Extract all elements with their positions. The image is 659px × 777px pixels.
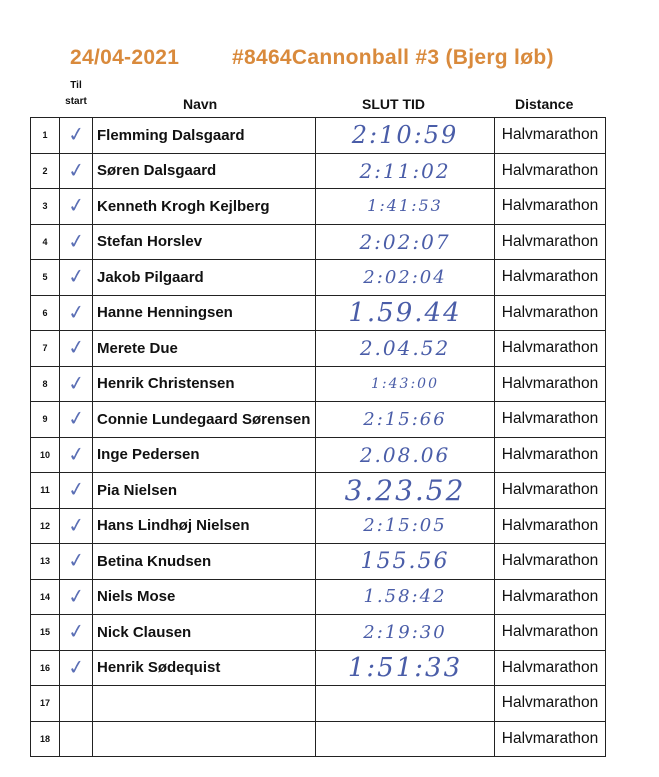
finish-time: 3.23.52 xyxy=(344,473,466,507)
checkmark-icon: ✓ xyxy=(66,298,86,325)
row-number: 3 xyxy=(31,189,60,225)
checkmark-icon: ✓ xyxy=(66,476,86,503)
til-label: Til xyxy=(70,80,82,91)
checkmark-icon: ✓ xyxy=(66,227,86,254)
table-row xyxy=(31,331,606,367)
table-row xyxy=(31,721,606,757)
checkmark-icon: ✓ xyxy=(66,156,86,183)
table-row xyxy=(31,615,606,651)
distance-cell: Halvmarathon xyxy=(495,260,606,296)
table-row xyxy=(31,579,606,615)
distance-cell: Halvmarathon xyxy=(495,686,606,722)
checkmark-icon: ✓ xyxy=(66,511,86,538)
table-row xyxy=(31,118,606,154)
finish-time-cell xyxy=(316,189,495,225)
table-row xyxy=(31,544,606,580)
distance-cell: Halvmarathon xyxy=(495,153,606,189)
start-label: start xyxy=(65,96,87,107)
runner-name: Flemming Dalsgaard xyxy=(93,118,316,154)
row-number: 7 xyxy=(31,331,60,367)
finish-time: 2:15:66 xyxy=(363,408,447,430)
row-number: 12 xyxy=(31,508,60,544)
table-row xyxy=(31,189,606,225)
checkmark-icon: ✓ xyxy=(66,263,86,290)
runner-name: Søren Dalsgaard xyxy=(93,153,316,189)
row-number: 10 xyxy=(31,437,60,473)
finish-time: 1:41:53 xyxy=(367,196,443,216)
row-number: 11 xyxy=(31,473,60,509)
finish-time: 2.04.52 xyxy=(359,336,451,361)
finish-time: 155.56 xyxy=(360,548,450,574)
row-number: 8 xyxy=(31,366,60,402)
distance-cell: Halvmarathon xyxy=(495,366,606,402)
table-row xyxy=(31,224,606,260)
finish-time: 1.59.44 xyxy=(348,297,462,328)
runner-name: Stefan Horslev xyxy=(93,224,316,260)
checkmark-icon: ✓ xyxy=(66,369,86,396)
start-check-cell xyxy=(60,224,93,260)
start-check-cell xyxy=(60,508,93,544)
race-title: #8464Cannonball #3 (Bjerg løb) xyxy=(232,46,554,69)
distance-cell: Halvmarathon xyxy=(495,544,606,580)
runner-name: Nick Clausen xyxy=(93,615,316,651)
distance-cell: Halvmarathon xyxy=(495,579,606,615)
distance-cell: Halvmarathon xyxy=(495,615,606,651)
table-row xyxy=(31,153,606,189)
row-number: 18 xyxy=(31,721,60,757)
start-check-cell xyxy=(60,331,93,367)
finish-time-cell xyxy=(316,366,495,402)
start-check-cell xyxy=(60,437,93,473)
checkmark-icon: ✓ xyxy=(66,334,86,361)
finish-time: 1:43:00 xyxy=(371,375,439,392)
finish-time-cell xyxy=(316,437,495,473)
finish-time: 2:10:59 xyxy=(351,121,459,150)
start-check-cell xyxy=(60,615,93,651)
runner-name xyxy=(93,686,316,722)
distance-cell: Halvmarathon xyxy=(495,331,606,367)
start-check-cell xyxy=(60,153,93,189)
runner-name: Inge Pedersen xyxy=(93,437,316,473)
table-row xyxy=(31,402,606,438)
race-date: 24/04-2021 xyxy=(70,46,180,69)
finish-time-cell xyxy=(316,508,495,544)
row-number: 15 xyxy=(31,615,60,651)
finish-time-cell xyxy=(316,331,495,367)
start-check-cell xyxy=(60,366,93,402)
checkmark-icon: ✓ xyxy=(66,582,86,609)
finish-time-cell xyxy=(316,260,495,296)
row-number: 13 xyxy=(31,544,60,580)
checkmark-icon: ✓ xyxy=(66,653,86,680)
row-number: 16 xyxy=(31,650,60,686)
distance-cell: Halvmarathon xyxy=(495,437,606,473)
row-number: 6 xyxy=(31,295,60,331)
start-check-cell xyxy=(60,579,93,615)
runner-name: Niels Mose xyxy=(93,579,316,615)
table-row xyxy=(31,508,606,544)
distance-cell: Halvmarathon xyxy=(495,650,606,686)
column-header-distance: Distance xyxy=(515,96,574,112)
checkmark-icon: ✓ xyxy=(66,405,86,432)
start-check-cell xyxy=(60,721,93,757)
finish-time-cell xyxy=(316,118,495,154)
runner-name: Henrik Christensen xyxy=(93,366,316,402)
table-row xyxy=(31,260,606,296)
start-check-cell xyxy=(60,189,93,225)
runner-name: Connie Lundegaard Sørensen xyxy=(93,402,316,438)
distance-cell: Halvmarathon xyxy=(495,508,606,544)
start-check-cell xyxy=(60,650,93,686)
start-check-cell xyxy=(60,686,93,722)
checkmark-icon: ✓ xyxy=(66,192,86,219)
runner-name: Henrik Sødequist xyxy=(93,650,316,686)
row-number: 4 xyxy=(31,224,60,260)
finish-time: 2:02:04 xyxy=(363,266,447,288)
table-row xyxy=(31,366,606,402)
finish-time: 2:19:30 xyxy=(363,621,447,643)
runner-name: Kenneth Krogh Kejlberg xyxy=(93,189,316,225)
row-number: 17 xyxy=(31,686,60,722)
distance-cell: Halvmarathon xyxy=(495,473,606,509)
table-row xyxy=(31,295,606,331)
start-check-cell xyxy=(60,118,93,154)
start-check-cell xyxy=(60,402,93,438)
finish-time-cell xyxy=(316,473,495,509)
finish-time: 2:11:02 xyxy=(359,158,451,183)
distance-cell: Halvmarathon xyxy=(495,721,606,757)
column-header-navn: Navn xyxy=(183,96,218,112)
start-check-cell xyxy=(60,544,93,580)
table-row xyxy=(31,437,606,473)
distance-cell: Halvmarathon xyxy=(495,402,606,438)
row-number: 1 xyxy=(31,118,60,154)
runner-name: Betina Knudsen xyxy=(93,544,316,580)
results-table xyxy=(30,117,606,757)
runner-name: Jakob Pilgaard xyxy=(93,260,316,296)
finish-time-cell xyxy=(316,686,495,722)
finish-time: 2.08.06 xyxy=(359,442,451,467)
finish-time-cell xyxy=(316,544,495,580)
finish-time-cell xyxy=(316,153,495,189)
distance-cell: Halvmarathon xyxy=(495,118,606,154)
finish-time-cell xyxy=(316,295,495,331)
table-row xyxy=(31,473,606,509)
finish-time-cell xyxy=(316,615,495,651)
row-number: 2 xyxy=(31,153,60,189)
row-number: 5 xyxy=(31,260,60,296)
finish-time: 2:02:07 xyxy=(359,229,451,254)
checkmark-icon: ✓ xyxy=(66,121,86,148)
checkmark-icon: ✓ xyxy=(66,440,86,467)
runner-name: Hans Lindhøj Nielsen xyxy=(93,508,316,544)
finish-time-cell xyxy=(316,402,495,438)
start-check-cell xyxy=(60,295,93,331)
start-check-cell xyxy=(60,473,93,509)
table-row xyxy=(31,650,606,686)
column-header-til-start xyxy=(60,78,92,110)
finish-time: 1:51:33 xyxy=(347,652,463,683)
runner-name: Hanne Henningsen xyxy=(93,295,316,331)
finish-time-cell xyxy=(316,650,495,686)
finish-time-cell xyxy=(316,579,495,615)
results-body xyxy=(31,118,606,757)
checkmark-icon: ✓ xyxy=(66,547,86,574)
row-number: 9 xyxy=(31,402,60,438)
runner-name: Pia Nielsen xyxy=(93,473,316,509)
finish-time-cell xyxy=(316,224,495,260)
distance-cell: Halvmarathon xyxy=(495,295,606,331)
table-row xyxy=(31,686,606,722)
row-number: 14 xyxy=(31,579,60,615)
checkmark-icon: ✓ xyxy=(66,618,86,645)
distance-cell: Halvmarathon xyxy=(495,189,606,225)
finish-time-cell xyxy=(316,721,495,757)
column-header-slut-tid: SLUT TID xyxy=(362,96,425,112)
start-check-cell xyxy=(60,260,93,296)
distance-cell: Halvmarathon xyxy=(495,224,606,260)
finish-time: 1.58:42 xyxy=(363,586,447,608)
finish-time: 2:15:05 xyxy=(363,515,447,537)
runner-name: Merete Due xyxy=(93,331,316,367)
runner-name xyxy=(93,721,316,757)
